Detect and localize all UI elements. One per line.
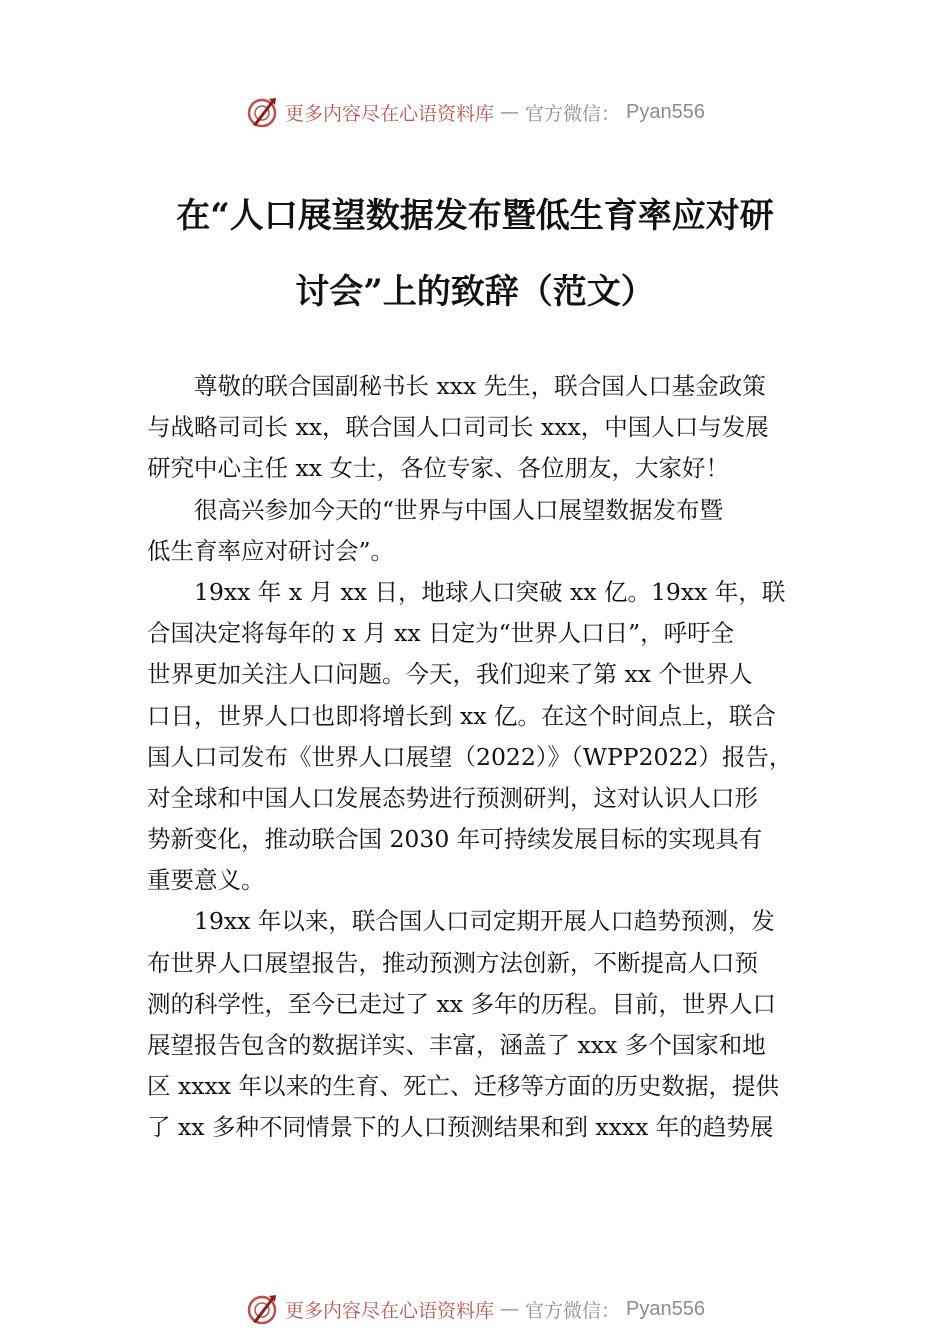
banner-dash: —	[500, 101, 520, 123]
title-line-2: 讨会”上的致辞（范文）	[295, 272, 655, 312]
body-line: 研究中心主任 xx 女士，各位专家、各位朋友，大家好！	[147, 454, 729, 483]
body-line: 口日，世界人口也即将增长到 xx 亿。在这个时间点上，联合	[147, 701, 776, 730]
banner-library-text: 更多内容尽在心语资料库	[285, 1299, 495, 1322]
title-line-1: 在“人口展望数据发布暨低生育率应对研	[176, 196, 774, 236]
body-line: 势新变化，推动联合国 2030 年可持续发展目标的实现具有	[147, 825, 763, 854]
body-line: 合国决定将每年的 x 月 xx 日定为“世界人口日”，呼吁全	[147, 619, 735, 648]
footer-banner	[0, 1289, 950, 1329]
body-line: 与战略司司长 xx，联合国人口司司长 xxx，中国人口与发展	[147, 413, 769, 442]
banner-wechat-label: 官方微信：	[525, 102, 621, 125]
body-line: 对全球和中国人口发展态势进行预测研判，这对认识人口形	[147, 783, 758, 812]
body-line: 了 xx 多种不同情景下的人口预测结果和到 xxxx 年的趋势展	[147, 1113, 774, 1142]
banner-account: Pyan556	[626, 100, 705, 123]
document-title	[100, 178, 850, 330]
body-line: 19xx 年 x 月 xx 日，地球人口突破 xx 亿。19xx 年，联	[194, 577, 786, 606]
body-line: 低生育率应对研讨会”。	[147, 536, 395, 565]
body-line: 国人口司发布《世界人口展望（2022）》（WPP2022）报告，	[147, 742, 793, 771]
quill-seal-icon	[245, 95, 279, 129]
body-line: 区 xxxx 年以来的生育、死亡、迁移等方面的历史数据，提供	[147, 1072, 779, 1101]
body-line: 布世界人口展望报告，推动预测方法创新，不断提高人口预	[147, 948, 758, 977]
banner-dash: —	[500, 1298, 520, 1320]
body-line: 展望报告包含的数据详实、丰富，涵盖了 xxx 多个国家和地	[147, 1031, 766, 1059]
body-line: 世界更加关注人口问题。今天，我们迎来了第 xx 个世界人	[147, 660, 753, 689]
body-line: 测的科学性，至今已走过了 xx 多年的历程。目前，世界人口	[147, 989, 776, 1018]
body-line: 重要意义。	[147, 866, 265, 895]
banner-account: Pyan556	[626, 1297, 705, 1320]
body-line: 19xx 年以来，联合国人口司定期开展人口趋势预测，发	[194, 907, 775, 936]
banner-wechat-label: 官方微信：	[525, 1299, 621, 1322]
header-banner	[0, 92, 950, 132]
document-body	[147, 366, 811, 1149]
body-line: 尊敬的联合国副秘书长 xxx 先生，联合国人口基金政策	[194, 372, 766, 400]
body-line: 很高兴参加今天的“世界与中国人口展望数据发布暨	[194, 495, 724, 524]
banner-library-text: 更多内容尽在心语资料库	[285, 102, 495, 125]
quill-seal-icon	[245, 1292, 279, 1326]
